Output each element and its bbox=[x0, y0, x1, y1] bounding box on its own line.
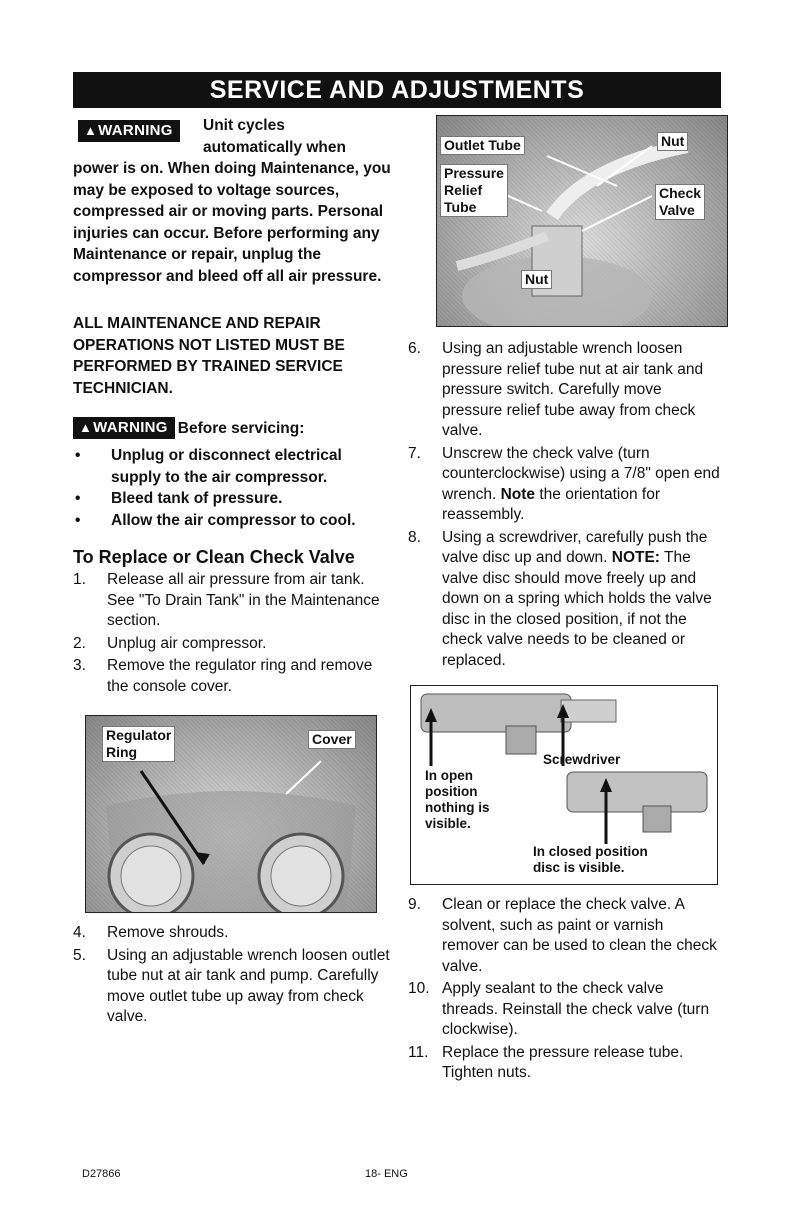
warning-badge-label: WARNING bbox=[93, 419, 168, 436]
label-line: In closed position bbox=[533, 844, 648, 859]
step-3 bbox=[73, 656, 393, 697]
step-text: Clean or replace the check valve. A solvent, such as paint or varnish remover can be used to clean the check valve. bbox=[442, 896, 717, 975]
label-nut-bottom: Nut bbox=[521, 270, 552, 289]
label-line: Valve bbox=[659, 202, 695, 218]
step-text: Remove the regulator ring and remove the console cover. bbox=[107, 657, 373, 695]
step-text: the orientation for reassembly. bbox=[442, 485, 660, 523]
step-text: Unscrew the check valve (turn counterclockwise) using a 7/8" open end wrench. bbox=[442, 444, 720, 503]
page-number: 18- ENG bbox=[365, 1168, 408, 1180]
step-text: Replace the pressure release tube. Tighten nuts. bbox=[442, 1043, 684, 1081]
document-id: D27866 bbox=[82, 1168, 121, 1180]
step-1 bbox=[73, 570, 393, 632]
technician-notice: ALL MAINTENANCE AND REPAIR OPERATIONS NOT LISTED MUST BE PERFORMED BY TRAINED SERVICE TECHNICIAN. bbox=[73, 315, 345, 397]
step-text: Remove shrouds. bbox=[107, 924, 229, 941]
warning-line-1: Unit cycles bbox=[203, 117, 285, 134]
step-number: 9. bbox=[408, 896, 421, 913]
step-text: Using a screwdriver, carefully push the valve disc up and down. bbox=[442, 528, 708, 566]
step-2 bbox=[73, 634, 393, 655]
label-line: disc is visible. bbox=[533, 860, 625, 875]
label-screwdriver: Screwdriver bbox=[543, 752, 621, 767]
step-number: 1. bbox=[73, 571, 86, 588]
warning-badge bbox=[73, 417, 175, 439]
warning-triangle-icon: ▲ bbox=[84, 123, 98, 138]
step-text: Release all air pressure from air tank. See "To Drain Tank" in the Maintenance section. bbox=[107, 571, 380, 629]
step-number: 10. bbox=[408, 980, 430, 997]
step-number: 3. bbox=[73, 657, 86, 674]
step-number: 5. bbox=[73, 946, 86, 964]
warning-line-2: automatically when bbox=[203, 138, 346, 156]
warning-body: power is on. When doing Maintenance, you may be exposed to voltage sources, compressed air or moving parts. Personal injuries can occur. Before performing any Maintenance or repair, unplug the compressor and bleed off all air pressure. bbox=[73, 160, 391, 285]
label-line: position bbox=[425, 784, 478, 799]
label-line: Check bbox=[659, 185, 702, 201]
bullet-item: • Allow the air compressor to cool. bbox=[73, 510, 393, 532]
right-column bbox=[408, 115, 723, 1086]
step-text: Using an adjustable wrench loosen pressure relief tube nut at air tank and pressure switch. Carefully move pressure relief tube away from check valve. bbox=[442, 340, 704, 439]
label-line: nothing is bbox=[425, 800, 490, 815]
step-emphasis: Note bbox=[500, 485, 536, 503]
check-valve-photo bbox=[436, 115, 728, 327]
label-line: In open bbox=[425, 768, 473, 783]
label-line: visible. bbox=[425, 816, 471, 831]
steps-list-3 bbox=[408, 339, 723, 671]
servicing-bullets bbox=[73, 445, 393, 531]
bullet-item: • Unplug or disconnect electrical supply to the air compressor. bbox=[73, 445, 393, 488]
step-number: 6. bbox=[408, 340, 421, 357]
step-number: 8. bbox=[408, 528, 421, 546]
step-number: 11. bbox=[408, 1043, 429, 1061]
step-text: The valve disc should move freely up and down on a spring which holds the valve disc in the closed position, if not the check valve needs to be cleaned or replaced. bbox=[442, 549, 712, 669]
label-regulator-ring bbox=[102, 726, 175, 762]
step-4 bbox=[73, 923, 393, 944]
before-servicing-label: Before servicing: bbox=[177, 420, 305, 437]
label-outlet-tube: Outlet Tube bbox=[440, 136, 525, 155]
valve-disc-diagram bbox=[410, 685, 718, 885]
label-pressure-relief-tube bbox=[440, 164, 508, 217]
step-number: 7. bbox=[408, 444, 421, 462]
console-photo bbox=[85, 715, 377, 913]
label-line: Regulator bbox=[106, 727, 172, 743]
label-nut-top: Nut bbox=[657, 132, 688, 151]
steps-list-4 bbox=[408, 895, 723, 1084]
step-number: 4. bbox=[73, 924, 86, 941]
step-9 bbox=[408, 895, 723, 977]
step-8 bbox=[408, 528, 723, 672]
step-emphasis: NOTE: bbox=[611, 549, 660, 566]
step-text: Using an adjustable wrench loosen outlet tube nut at air tank and pump. Carefully move outlet tube up away from check valve. bbox=[107, 946, 390, 1025]
left-column bbox=[73, 115, 393, 1030]
section-heading: To Replace or Clean Check Valve bbox=[73, 547, 355, 567]
warning-before-servicing bbox=[73, 417, 393, 531]
label-closed-position bbox=[533, 844, 648, 876]
step-10 bbox=[408, 979, 723, 1041]
bullet-item: • Bleed tank of pressure. bbox=[73, 488, 393, 510]
step-text: Unplug air compressor. bbox=[107, 634, 267, 652]
label-line: Ring bbox=[106, 744, 138, 760]
label-line: Pressure bbox=[444, 165, 504, 181]
label-cover: Cover bbox=[308, 730, 356, 749]
warning-badge bbox=[78, 120, 180, 142]
step-number: 2. bbox=[73, 634, 86, 652]
warning-block bbox=[73, 115, 393, 287]
label-line: Relief bbox=[444, 182, 483, 198]
warning-triangle-icon: ▲ bbox=[79, 420, 93, 435]
warning-badge-label: WARNING bbox=[98, 122, 173, 139]
step-text: Apply sealant to the check valve threads. Reinstall the check valve (turn clockwise). bbox=[442, 980, 710, 1038]
steps-list-1 bbox=[73, 570, 393, 697]
label-open-position bbox=[425, 768, 490, 832]
step-5 bbox=[73, 946, 393, 1028]
label-check-valve bbox=[655, 184, 705, 220]
page-title: SERVICE AND ADJUSTMENTS bbox=[73, 72, 721, 108]
steps-list-2 bbox=[73, 923, 393, 1028]
step-6 bbox=[408, 339, 723, 442]
label-line: Tube bbox=[444, 199, 477, 215]
step-11 bbox=[408, 1043, 723, 1084]
step-7 bbox=[408, 444, 723, 526]
